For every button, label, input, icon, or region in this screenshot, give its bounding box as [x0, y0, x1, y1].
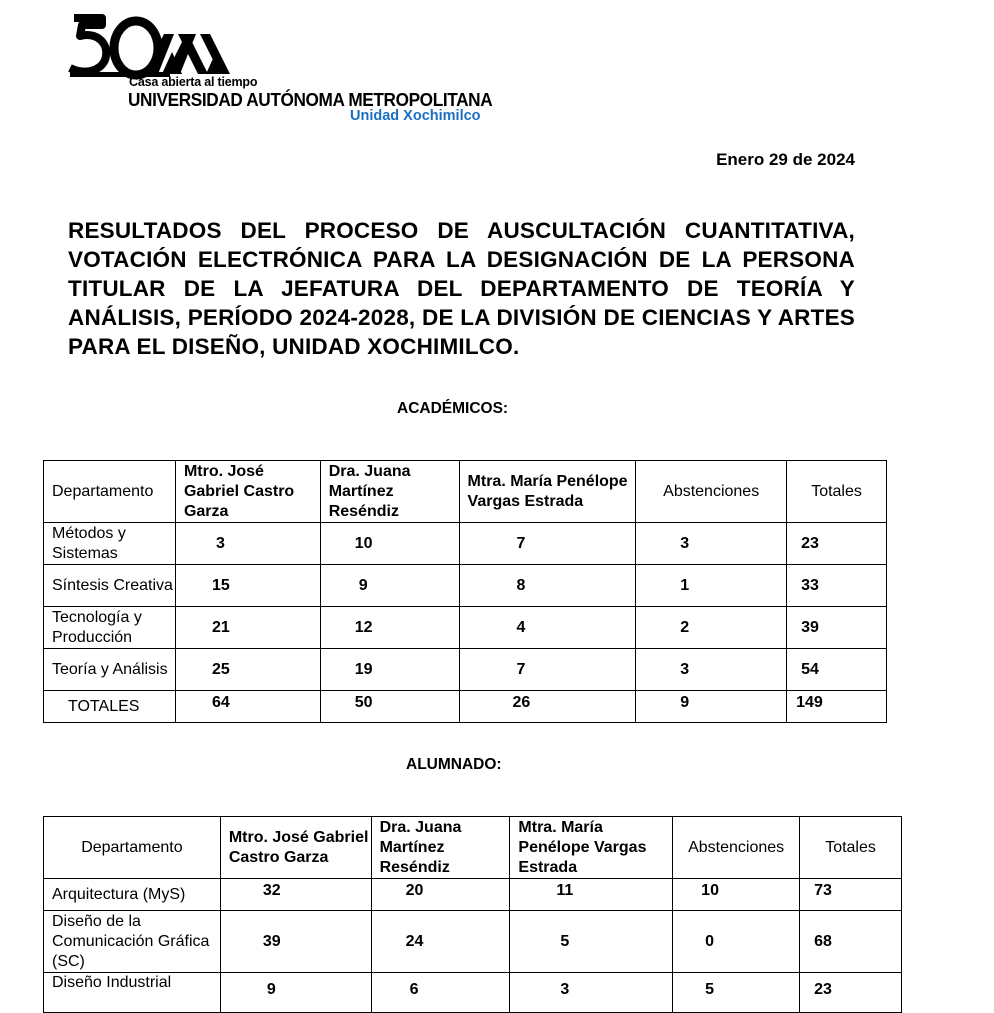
table-row	[44, 565, 887, 607]
table-row	[44, 607, 887, 649]
logo-tagline: Casa abierta al tiempo	[129, 75, 258, 89]
total-cell: 23	[787, 523, 887, 565]
column-header: Totales	[787, 461, 887, 523]
university-name: UNIVERSIDAD AUTÓNOMA METROPOLITANA	[128, 89, 493, 110]
uam-logo	[66, 12, 496, 130]
column-header: Totales	[800, 817, 902, 879]
vote-total-cell: 50	[320, 691, 459, 723]
vote-cell: 21	[175, 607, 320, 649]
column-header-candidate: Mtro. José Gabriel Castro Garza	[175, 461, 320, 523]
vote-cell: 25	[175, 649, 320, 691]
vote-cell: 10	[320, 523, 459, 565]
vote-cell: 9	[220, 973, 371, 1013]
vote-cell: 19	[320, 649, 459, 691]
vote-cell: 7	[459, 523, 636, 565]
department-cell: Síntesis Creativa	[44, 565, 176, 607]
department-cell: Diseño de la Comunicación Gráfica (SC)	[44, 911, 221, 973]
total-cell: 33	[787, 565, 887, 607]
vote-cell: 9	[320, 565, 459, 607]
vote-cell: 15	[175, 565, 320, 607]
vote-cell: 2	[636, 607, 787, 649]
table-header-row	[44, 817, 902, 879]
table-row	[44, 911, 902, 973]
vote-cell: 3	[636, 649, 787, 691]
total-cell: 68	[800, 911, 902, 973]
vote-cell: 5	[510, 911, 673, 973]
vote-cell: 12	[320, 607, 459, 649]
department-cell: Arquitectura (MyS)	[44, 879, 221, 911]
column-header: Departamento	[44, 817, 221, 879]
department-cell: Métodos y Sistemas	[44, 523, 176, 565]
column-header-candidate: Mtra. María Penélope Vargas Estrada	[510, 817, 673, 879]
department-cell: Teoría y Análisis	[44, 649, 176, 691]
total-cell: 23	[800, 973, 902, 1013]
grand-total-cell: 149	[787, 691, 887, 723]
vote-cell: 7	[459, 649, 636, 691]
vote-cell: 3	[510, 973, 673, 1013]
table-row	[44, 649, 887, 691]
vote-cell: 39	[220, 911, 371, 973]
document-date: Enero 29 de 2024	[716, 150, 855, 169]
vote-cell: 3	[636, 523, 787, 565]
column-header-candidate: Mtra. María Penélope Vargas Estrada	[459, 461, 636, 523]
column-header-candidate: Mtro. José Gabriel Castro Garza	[220, 817, 371, 879]
department-cell: Tecnología y Producción	[44, 607, 176, 649]
vote-cell: 5	[673, 973, 800, 1013]
totals-label: TOTALES	[44, 691, 176, 723]
vote-cell: 24	[371, 911, 510, 973]
total-cell: 39	[787, 607, 887, 649]
column-header-candidate: Dra. Juana Martínez Reséndiz	[371, 817, 510, 879]
uam-50-emblem	[66, 12, 241, 80]
vote-cell: 6	[371, 973, 510, 1013]
academicos-table	[43, 460, 887, 723]
vote-cell: 32	[220, 879, 371, 911]
alumnado-table	[43, 816, 902, 1013]
total-cell: 54	[787, 649, 887, 691]
vote-total-cell: 9	[636, 691, 787, 723]
vote-cell: 10	[673, 879, 800, 911]
column-header: Departamento	[44, 461, 176, 523]
vote-cell: 3	[175, 523, 320, 565]
totals-row	[44, 691, 887, 723]
table-row	[44, 973, 902, 1013]
vote-cell: 1	[636, 565, 787, 607]
vote-total-cell: 26	[459, 691, 636, 723]
vote-cell: 11	[510, 879, 673, 911]
vote-total-cell: 64	[175, 691, 320, 723]
column-header-candidate: Dra. Juana Martínez Reséndiz	[320, 461, 459, 523]
unit-name: Unidad Xochimilco	[350, 108, 481, 124]
column-header: Abstenciones	[636, 461, 787, 523]
total-cell: 73	[800, 879, 902, 911]
vote-cell: 8	[459, 565, 636, 607]
vote-cell: 20	[371, 879, 510, 911]
vote-cell: 0	[673, 911, 800, 973]
table-row	[44, 523, 887, 565]
table-header-row	[44, 461, 887, 523]
section-heading-alumnado: ALUMNADO:	[406, 756, 502, 773]
document-title: RESULTADOS DEL PROCESO DE AUSCULTACIÓN CUANTITATIVA, VOTACIÓN ELECTRÓNICA PARA LA DESIGNACIÓN DE LA PERSONA TITULAR DE LA JEFATURA DEL DEPARTAMENTO DE TEORÍA Y ANÁLISIS, PERÍODO 2024-2028, DE LA DIVISIÓN DE CIENCIAS Y ARTES PARA EL DISEÑO, UNIDAD XOCHIMILCO.	[68, 218, 855, 359]
column-header: Abstenciones	[673, 817, 800, 879]
vote-cell: 4	[459, 607, 636, 649]
table-row	[44, 879, 902, 911]
department-cell: Diseño Industrial	[44, 973, 221, 1013]
section-heading-academicos: ACADÉMICOS:	[397, 400, 509, 417]
